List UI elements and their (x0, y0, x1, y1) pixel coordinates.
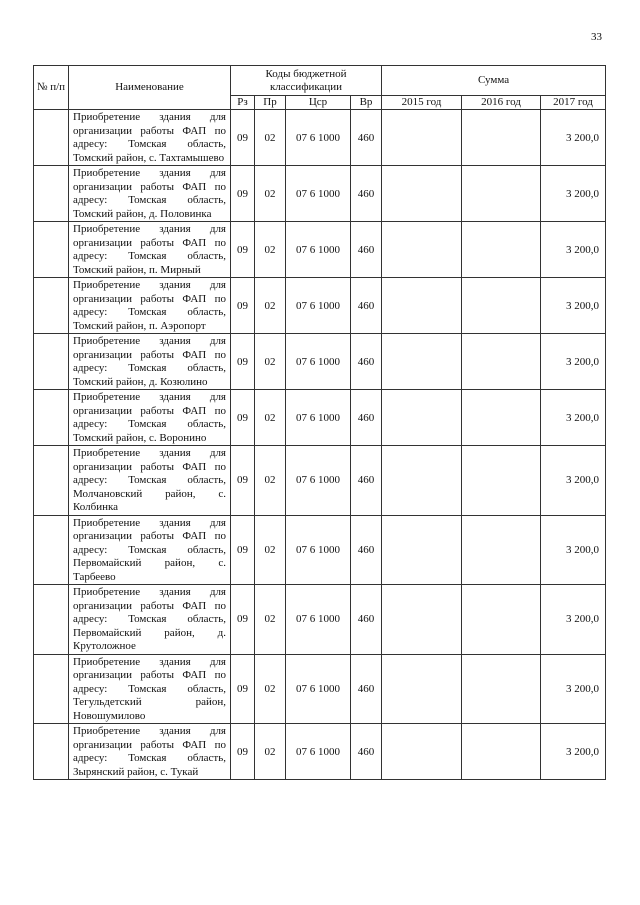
row-2015 (382, 654, 462, 724)
header-num: № п/п (34, 66, 69, 110)
header-codes: Коды бюджетной классификации (231, 66, 382, 96)
row-num (34, 585, 69, 655)
header-2015: 2015 год (382, 96, 462, 110)
row-name: Приобретение здания для организации работы ФАП по адресу: Томская область, Зырянский район, с. Тукай (69, 724, 231, 780)
row-pr: 02 (255, 390, 286, 446)
row-2016 (462, 110, 541, 166)
row-num (34, 654, 69, 724)
row-csr: 07 6 1000 (286, 166, 351, 222)
row-csr: 07 6 1000 (286, 515, 351, 585)
row-rz: 09 (231, 334, 255, 390)
row-pr: 02 (255, 110, 286, 166)
table-row (34, 724, 606, 780)
row-name: Приобретение здания для организации работы ФАП по адресу: Томская область, Томский район, п. Аэропорт (69, 278, 231, 334)
table-row (34, 110, 606, 166)
row-num (34, 446, 69, 516)
row-name: Приобретение здания для организации работы ФАП по адресу: Томская область, Тегульдетский район, Новошумилово (69, 654, 231, 724)
row-name: Приобретение здания для организации работы ФАП по адресу: Томская область, Томский район, с. Воронино (69, 390, 231, 446)
row-csr: 07 6 1000 (286, 654, 351, 724)
row-2016 (462, 515, 541, 585)
header-row-top (34, 66, 606, 96)
row-csr: 07 6 1000 (286, 110, 351, 166)
row-name: Приобретение здания для организации работы ФАП по адресу: Томская область, Молчановский район, с. Колбинка (69, 446, 231, 516)
budget-table (33, 65, 606, 780)
table-body (34, 110, 606, 780)
row-pr: 02 (255, 515, 286, 585)
row-vr: 460 (351, 515, 382, 585)
row-vr: 460 (351, 334, 382, 390)
row-name: Приобретение здания для организации работы ФАП по адресу: Томская область, Томский район, с. Тахтамышево (69, 110, 231, 166)
header-name: Наименование (69, 66, 231, 110)
row-rz: 09 (231, 390, 255, 446)
row-pr: 02 (255, 222, 286, 278)
header-csr: Цср (286, 96, 351, 110)
row-vr: 460 (351, 724, 382, 780)
row-csr: 07 6 1000 (286, 585, 351, 655)
row-rz: 09 (231, 515, 255, 585)
row-vr: 460 (351, 110, 382, 166)
table-row (34, 585, 606, 655)
table-row (34, 334, 606, 390)
row-pr: 02 (255, 166, 286, 222)
row-num (34, 278, 69, 334)
table-row (34, 166, 606, 222)
row-2015 (382, 278, 462, 334)
page-number: 33 (591, 31, 602, 43)
row-2015 (382, 110, 462, 166)
row-name: Приобретение здания для организации работы ФАП по адресу: Томская область, Томский район, д. Половинка (69, 166, 231, 222)
row-rz: 09 (231, 110, 255, 166)
row-2017: 3 200,0 (541, 222, 606, 278)
row-2015 (382, 585, 462, 655)
row-num (34, 334, 69, 390)
row-2017: 3 200,0 (541, 334, 606, 390)
row-2015 (382, 390, 462, 446)
row-2017: 3 200,0 (541, 390, 606, 446)
row-2017: 3 200,0 (541, 515, 606, 585)
row-rz: 09 (231, 724, 255, 780)
header-sum: Сумма (382, 66, 606, 96)
row-vr: 460 (351, 166, 382, 222)
row-vr: 460 (351, 390, 382, 446)
row-2016 (462, 334, 541, 390)
row-2016 (462, 222, 541, 278)
row-csr: 07 6 1000 (286, 334, 351, 390)
row-pr: 02 (255, 278, 286, 334)
row-csr: 07 6 1000 (286, 446, 351, 516)
header-2016: 2016 год (462, 96, 541, 110)
row-csr: 07 6 1000 (286, 222, 351, 278)
header-pr: Пр (255, 96, 286, 110)
row-2015 (382, 166, 462, 222)
row-2015 (382, 222, 462, 278)
row-vr: 460 (351, 278, 382, 334)
row-2017: 3 200,0 (541, 110, 606, 166)
row-2017: 3 200,0 (541, 724, 606, 780)
table-row (34, 515, 606, 585)
row-vr: 460 (351, 585, 382, 655)
row-num (34, 222, 69, 278)
row-2017: 3 200,0 (541, 654, 606, 724)
header-rz: Рз (231, 96, 255, 110)
row-name: Приобретение здания для организации работы ФАП по адресу: Томская область, Томский район, п. Мирный (69, 222, 231, 278)
row-vr: 460 (351, 446, 382, 516)
row-2016 (462, 278, 541, 334)
row-pr: 02 (255, 446, 286, 516)
row-csr: 07 6 1000 (286, 724, 351, 780)
header-2017: 2017 год (541, 96, 606, 110)
row-rz: 09 (231, 278, 255, 334)
table-row (34, 390, 606, 446)
row-2017: 3 200,0 (541, 278, 606, 334)
row-2016 (462, 166, 541, 222)
row-name: Приобретение здания для организации работы ФАП по адресу: Томская область, Томский район, д. Козюлино (69, 334, 231, 390)
row-rz: 09 (231, 166, 255, 222)
row-rz: 09 (231, 585, 255, 655)
row-num (34, 724, 69, 780)
row-2015 (382, 446, 462, 516)
row-num (34, 110, 69, 166)
row-num (34, 515, 69, 585)
row-pr: 02 (255, 334, 286, 390)
row-name: Приобретение здания для организации работы ФАП по адресу: Томская область, Первомайский район, д. Крутоложное (69, 585, 231, 655)
row-pr: 02 (255, 585, 286, 655)
row-csr: 07 6 1000 (286, 278, 351, 334)
row-2015 (382, 334, 462, 390)
row-vr: 460 (351, 222, 382, 278)
header-vr: Вр (351, 96, 382, 110)
row-2016 (462, 724, 541, 780)
row-pr: 02 (255, 724, 286, 780)
row-num (34, 390, 69, 446)
table-row (34, 654, 606, 724)
row-2016 (462, 654, 541, 724)
row-csr: 07 6 1000 (286, 390, 351, 446)
table-row (34, 446, 606, 516)
row-name: Приобретение здания для организации работы ФАП по адресу: Томская область, Первомайский район, с. Тарбеево (69, 515, 231, 585)
row-rz: 09 (231, 222, 255, 278)
table-row (34, 278, 606, 334)
row-vr: 460 (351, 654, 382, 724)
row-pr: 02 (255, 654, 286, 724)
row-2017: 3 200,0 (541, 166, 606, 222)
row-num (34, 166, 69, 222)
row-rz: 09 (231, 654, 255, 724)
row-2016 (462, 390, 541, 446)
row-2017: 3 200,0 (541, 446, 606, 516)
row-rz: 09 (231, 446, 255, 516)
row-2016 (462, 446, 541, 516)
row-2016 (462, 585, 541, 655)
table-row (34, 222, 606, 278)
row-2015 (382, 724, 462, 780)
row-2017: 3 200,0 (541, 585, 606, 655)
row-2015 (382, 515, 462, 585)
